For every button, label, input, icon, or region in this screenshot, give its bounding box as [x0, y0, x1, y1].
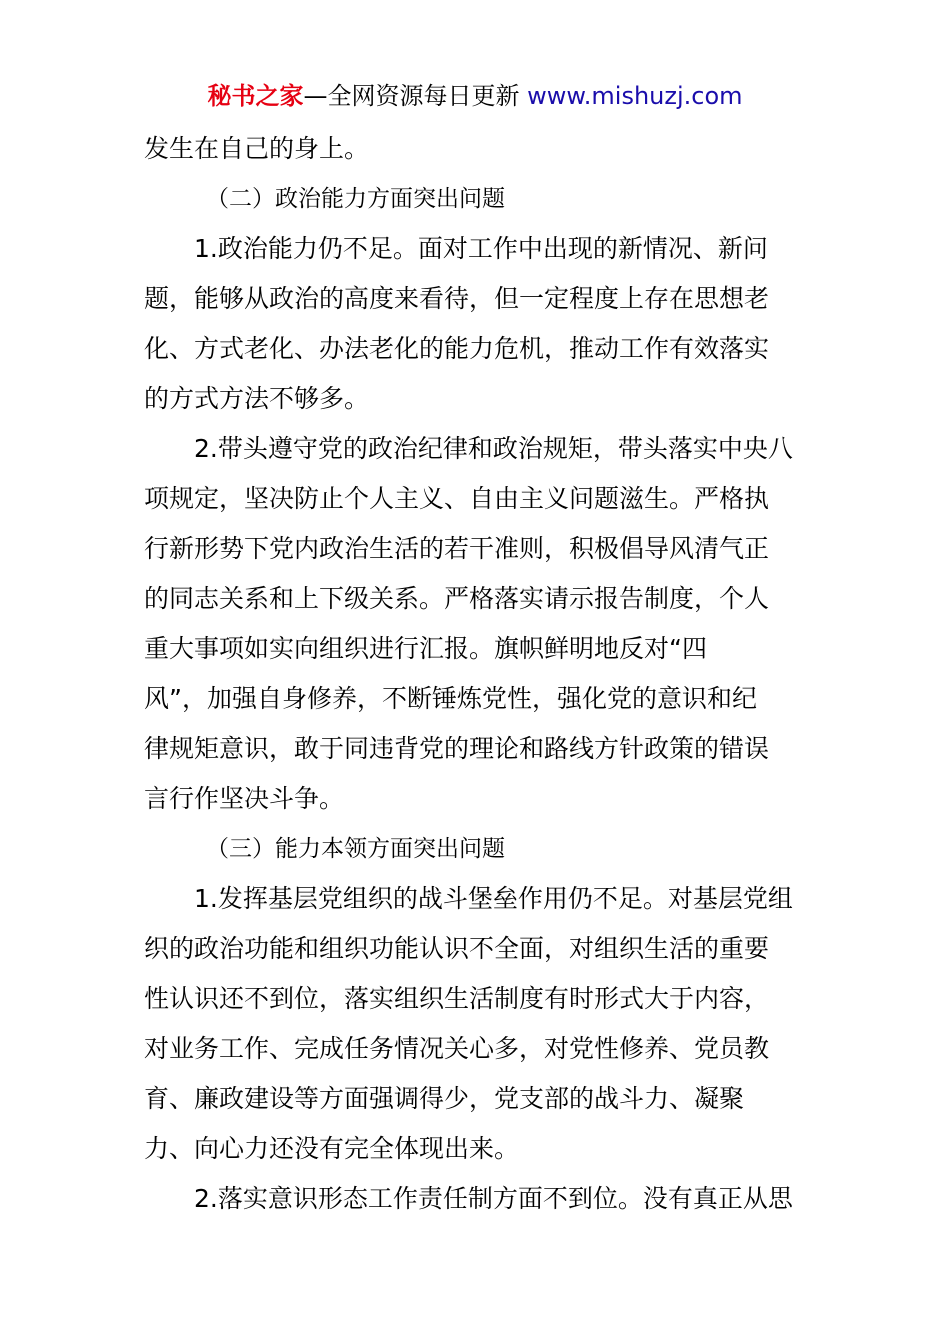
text-line: 育、廉政建设等方面强调得少，党支部的战斗力、凝聚	[144, 1084, 745, 1113]
text-line: 的方式方法不够多。	[144, 384, 370, 413]
text-line: 1.政治能力仍不足。面对工作中出现的新情况、新问	[194, 234, 768, 263]
text-line: 性认识还不到位，落实组织生活制度有时形式大于内容，	[144, 984, 770, 1013]
text-line: 发生在自己的身上。	[144, 134, 370, 163]
text-line: 律规矩意识，敢于同违背党的理论和路线方针政策的错误	[144, 734, 770, 763]
text-line: 织的政治功能和组织功能认识不全面，对组织生活的重要	[144, 934, 770, 963]
text-line: 重大事项如实向组织进行汇报。旗帜鲜明地反对“四	[144, 634, 707, 663]
text-line: 言行作坚决斗争。	[144, 784, 345, 813]
text-line: 化、方式老化、办法老化的能力危机，推动工作有效落实	[144, 334, 770, 363]
site-url: www.mishuzj.com	[527, 82, 743, 110]
text-line: 2.落实意识形态工作责任制方面不到位。没有真正从思	[194, 1184, 793, 1213]
text-line: 1.发挥基层党组织的战斗堡垒作用仍不足。对基层党组	[194, 884, 793, 913]
text-line: 题，能够从政治的高度来看待，但一定程度上存在思想老	[144, 284, 770, 313]
page-header	[0, 78, 950, 114]
text-line: 行新形势下党内政治生活的若干准则，积极倡导风清气正	[144, 534, 770, 563]
text-line: （三）能力本领方面突出问题	[206, 836, 505, 862]
text-line: 的同志关系和上下级关系。严格落实请示报告制度，个人	[144, 584, 770, 613]
text-line: 风”，加强自身修养，不断锤炼党性，强化党的意识和纪	[144, 684, 757, 713]
text-line: 对业务工作、完成任务情况关心多，对党性修养、党员教	[144, 1034, 770, 1063]
text-line: 2.带头遵守党的政治纪律和政治规矩，带头落实中央八	[194, 434, 793, 463]
text-line: 项规定，坚决防止个人主义、自由主义问题滋生。严格执	[144, 484, 770, 513]
header-tagline: —全网资源每日更新	[303, 82, 528, 110]
text-line: 力、向心力还没有完全体现出来。	[144, 1134, 520, 1163]
text-line: （二）政治能力方面突出问题	[206, 186, 505, 212]
document-body	[144, 124, 808, 1224]
brand-name: 秘书之家	[207, 82, 304, 110]
